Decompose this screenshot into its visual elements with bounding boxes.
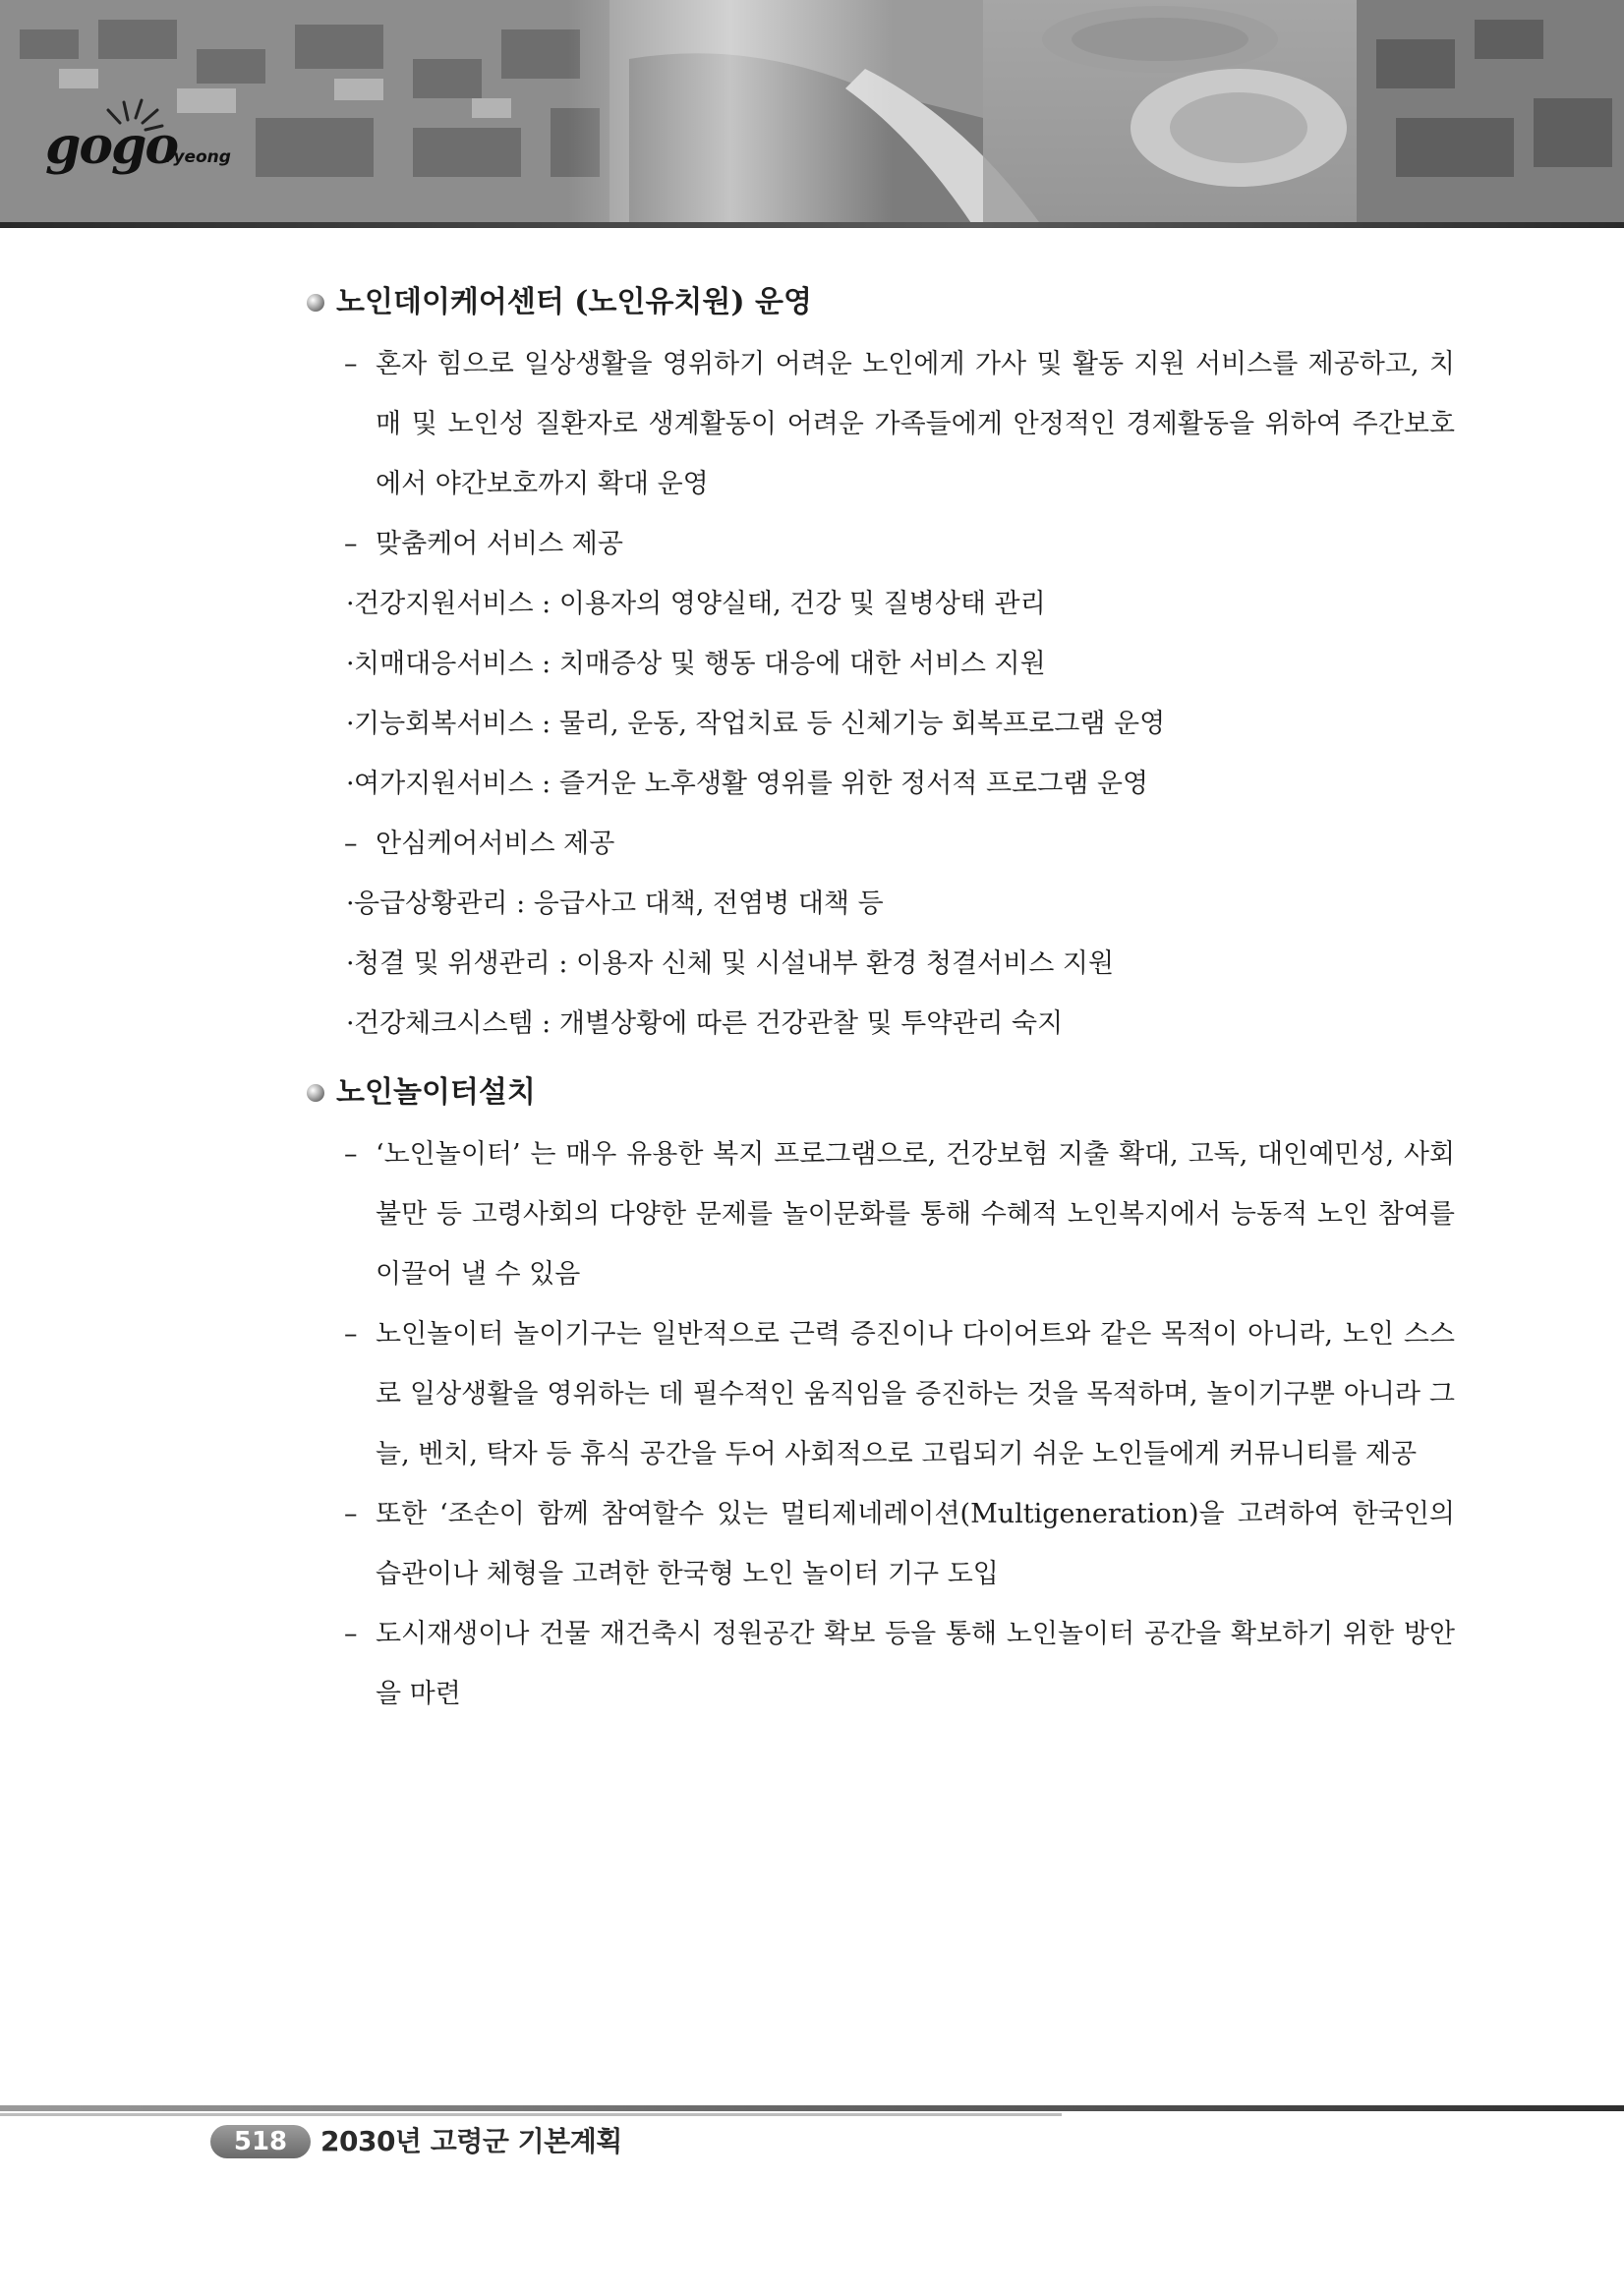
list-item	[307, 814, 1455, 874]
sub-list-item	[307, 934, 1455, 994]
sub-list-item-text: 건강지원서비스 : 이용자의 영양실태, 건강 및 질병상태 관리	[354, 589, 1046, 619]
sub-list-item-text: 치매대응서비스 : 치매증상 및 행동 대응에 대한 서비스 지원	[354, 649, 1046, 679]
list-item	[307, 334, 1455, 514]
sub-list-item	[307, 574, 1455, 634]
dash-marker: –	[344, 1499, 358, 1529]
section-heading-text: 노인놀이터설치	[336, 1075, 536, 1110]
list-item-text: 혼자 힘으로 일상생활을 영위하기 어려운 노인에게 가사 및 활동 지원 서비스를 제공하고, 치매 및 노인성 질환자로 생계활동이 어려운 가족들에게 안정적인 경제활동을 위하여 주간보호에서 야간보호까지 확대 운영	[376, 349, 1455, 499]
list-item-text: 노인놀이터 놀이기구는 일반적으로 근력 증진이나 다이어트와 같은 목적이 아니라, 노인 스스로 일상생활을 영위하는 데 필수적인 움직임을 증진하는 것을 목적하며, 놀이기구뿐 아니라 그늘, 벤치, 탁자 등 휴식 공간을 두어 사회적으로 고립되기 쉬운 노인들에게 커뮤니티를 제공	[376, 1319, 1455, 1469]
sub-list-item-text: 청결 및 위생관리 : 이용자 신체 및 시설내부 환경 청결서비스 지원	[354, 948, 1115, 979]
dash-marker: –	[344, 529, 358, 559]
logo-wordmark: gogo	[45, 116, 178, 176]
dash-marker: –	[344, 349, 358, 379]
footer-divider	[0, 2105, 1624, 2111]
sub-list-item	[307, 754, 1455, 814]
dot-marker: ·	[346, 769, 355, 799]
sub-list-item	[307, 634, 1455, 694]
section-playground	[307, 1063, 1455, 1724]
dot-marker: ·	[346, 649, 355, 679]
sub-list-item-text: 기능회복서비스 : 물리, 운동, 작업치료 등 신체기능 회복프로그램 운영	[354, 709, 1166, 739]
dot-marker: ·	[346, 709, 355, 739]
dot-marker: ·	[346, 889, 355, 919]
list-item	[307, 1124, 1455, 1304]
page-number-badge: 518	[210, 2125, 311, 2158]
dash-marker: –	[344, 1139, 358, 1170]
dot-marker: ·	[346, 589, 355, 619]
dot-marker: ·	[346, 1008, 355, 1039]
dot-marker: ·	[346, 948, 355, 979]
section-daycare	[307, 273, 1455, 1054]
sub-list-item-text: 여가지원서비스 : 즐거운 노후생활 영위를 위한 정서적 프로그램 운영	[354, 769, 1149, 799]
list-item-text: 도시재생이나 건물 재건축시 정원공간 확보 등을 통해 노인놀이터 공간을 확보하기 위한 방안을 마련	[376, 1619, 1455, 1709]
section-heading-text: 노인데이케어센터 (노인유치원) 운영	[336, 285, 812, 319]
sphere-bullet-icon	[307, 294, 324, 312]
list-item-text: 또한 ‘조손이 함께 참여할수 있는 멀티제네레이션(Multigeneration)을 고려하여 한국인의 습관이나 체형을 고려한 한국형 노인 놀이터 기구 도입	[376, 1499, 1455, 1589]
sub-list-item-text: 응급상황관리 : 응급사고 대책, 전염병 대책 등	[354, 889, 884, 919]
list-item	[307, 514, 1455, 574]
sphere-bullet-icon	[307, 1084, 324, 1102]
list-item	[307, 1484, 1455, 1604]
section-heading	[307, 273, 1455, 332]
list-item	[307, 1604, 1455, 1724]
sub-list-item	[307, 874, 1455, 934]
header-divider	[0, 222, 1624, 228]
footer-divider-secondary	[0, 2113, 1062, 2116]
list-item-text: 맞춤케어 서비스 제공	[376, 529, 623, 559]
sub-list-item	[307, 694, 1455, 754]
dash-marker: –	[344, 829, 358, 859]
sub-list-item-text: 건강체크시스템 : 개별상황에 따른 건강관찰 및 투약관리 숙지	[354, 1008, 1064, 1039]
footer-document-title: 2030년 고령군 기본계획	[320, 2125, 622, 2157]
list-item-text: 안심케어서비스 제공	[376, 829, 615, 859]
sub-list-item	[307, 994, 1455, 1054]
section-heading	[307, 1063, 1455, 1122]
document-body	[307, 273, 1455, 1724]
list-item	[307, 1304, 1455, 1484]
dash-marker: –	[344, 1619, 358, 1649]
logo-subtext: ryeong	[165, 147, 231, 167]
list-item-text: ‘노인놀이터’ 는 매우 유용한 복지 프로그램으로, 건강보험 지출 확대, 고독, 대인예민성, 사회 불만 등 고령사회의 다양한 문제를 놀이문화를 통해 수혜적 노인복지에서 능동적 노인 참여를 이끌어 낼 수 있음	[376, 1139, 1455, 1290]
dash-marker: –	[344, 1319, 358, 1349]
